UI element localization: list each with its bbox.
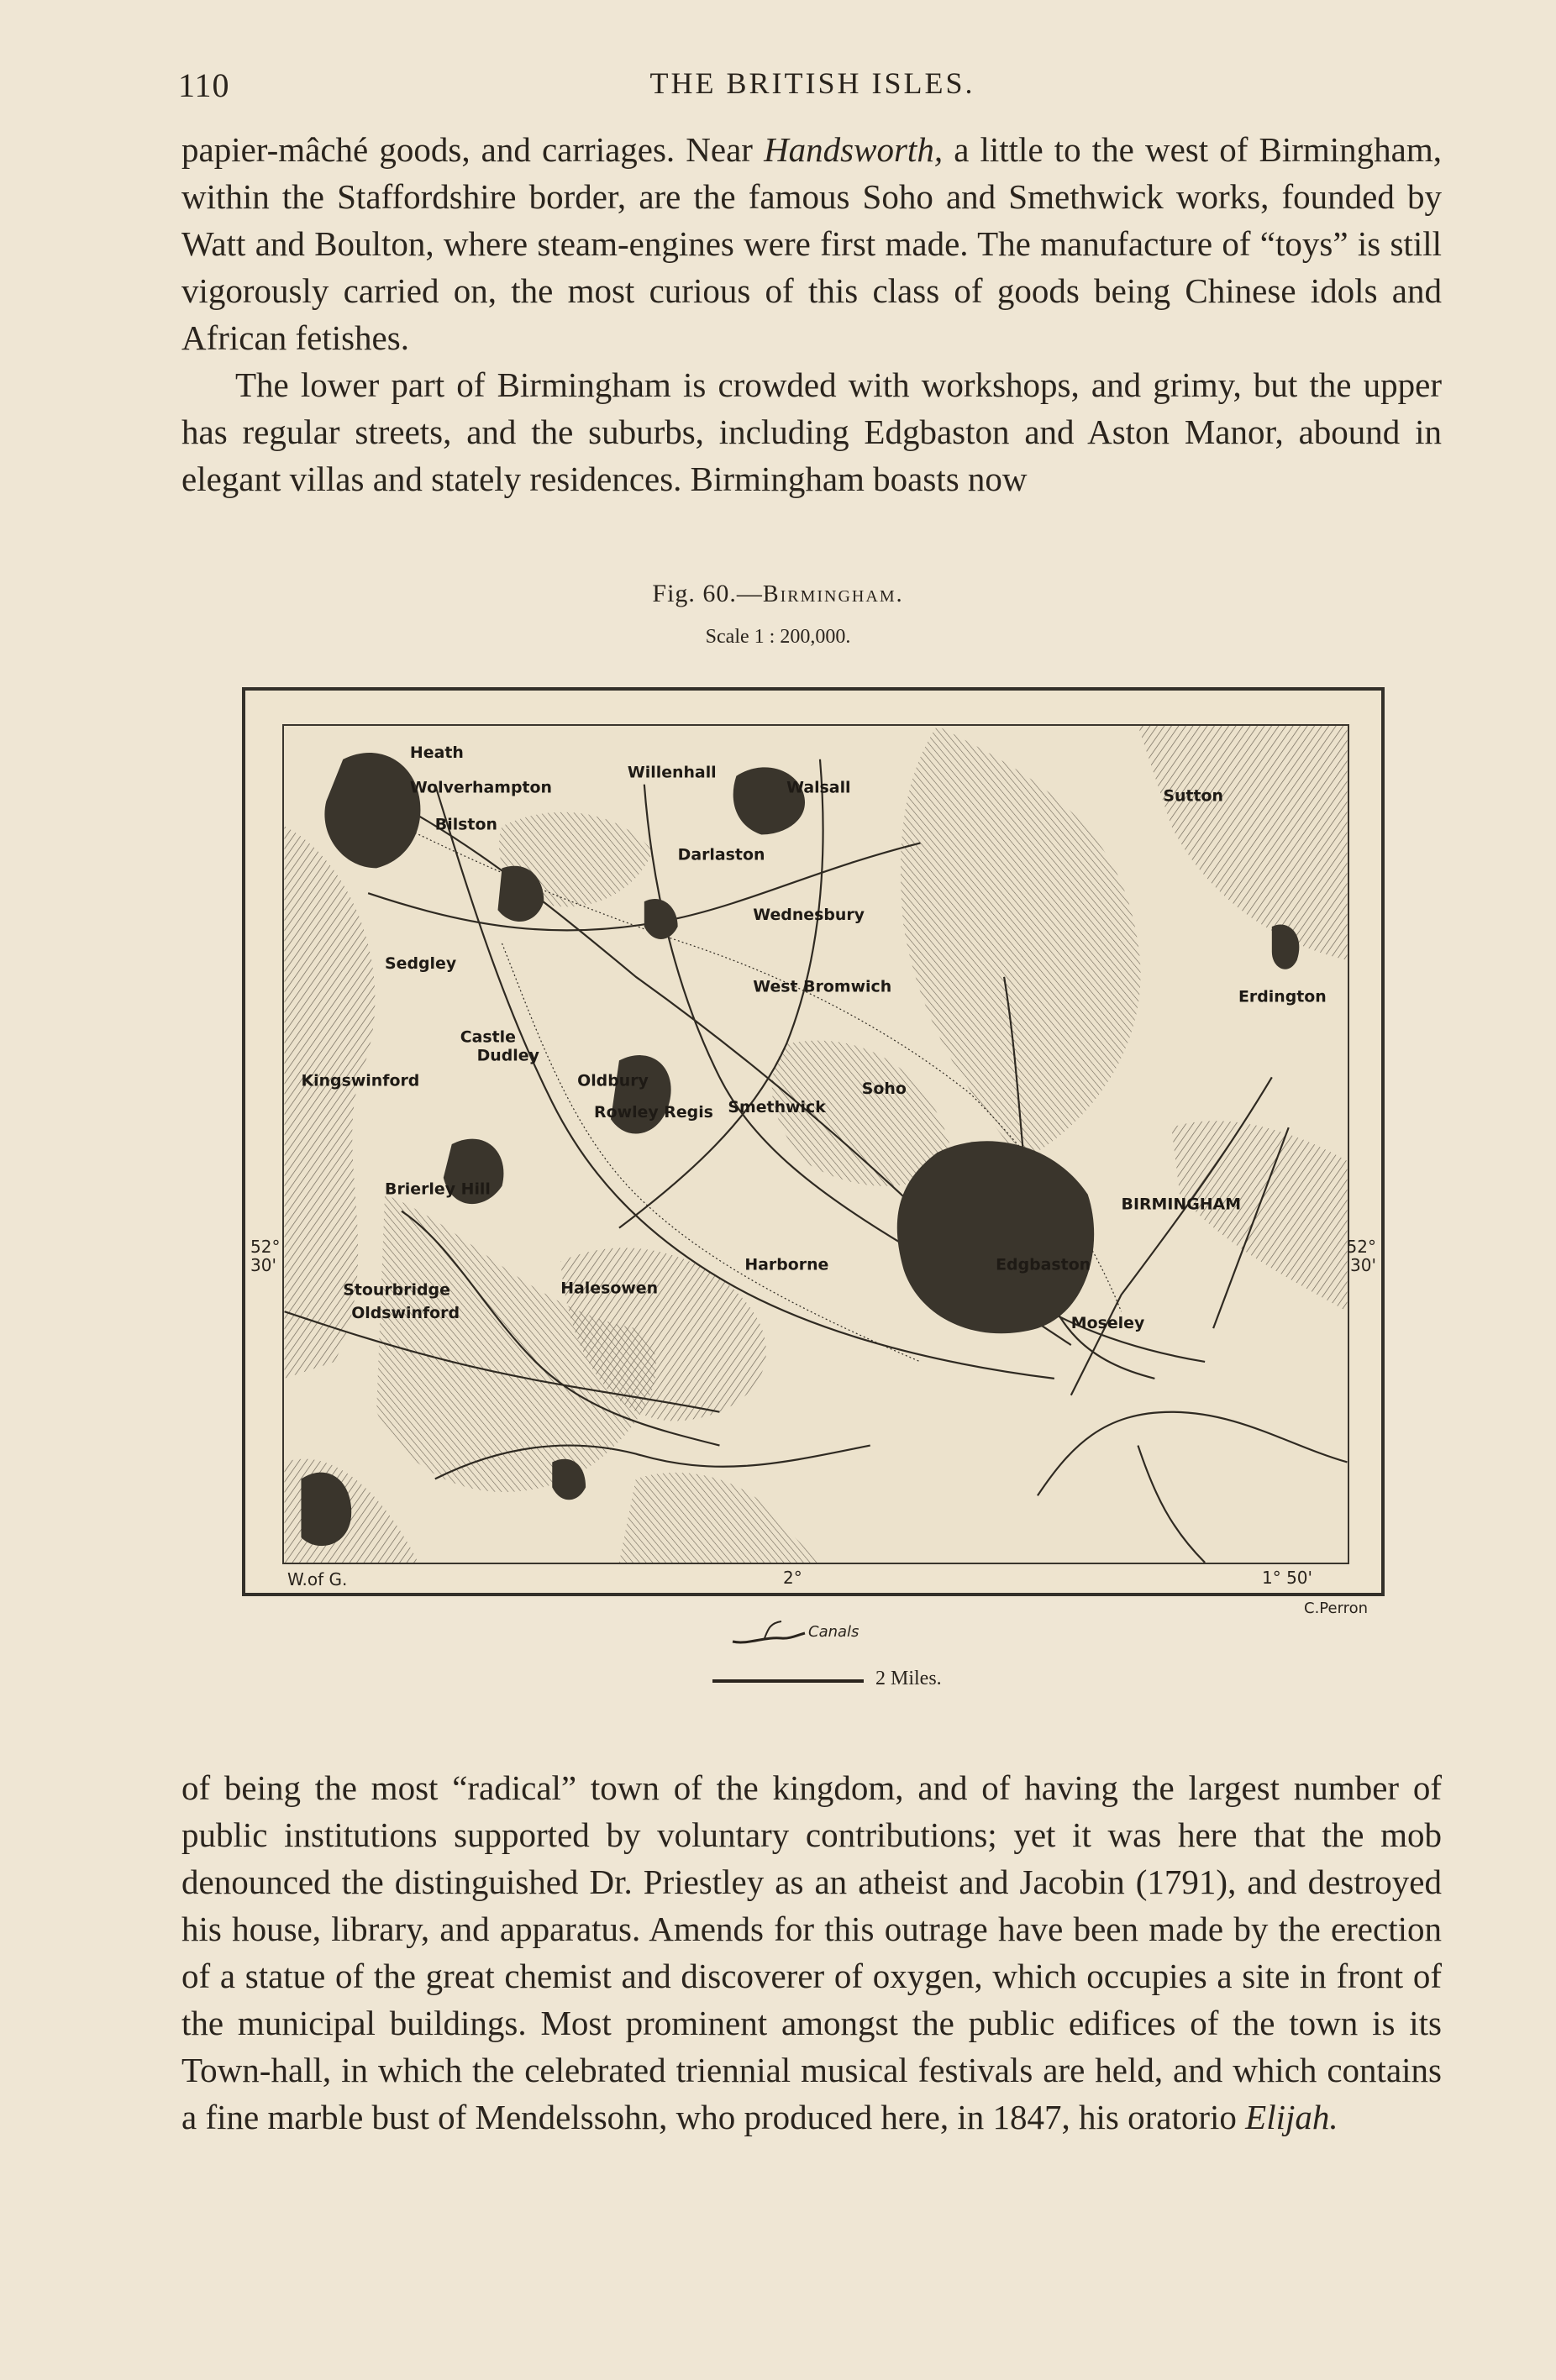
place-label: Dudley	[476, 1046, 539, 1065]
place-label: Moseley	[1070, 1314, 1145, 1333]
running-title: THE BRITISH ISLES.	[649, 66, 975, 100]
place-label: Stourbridge	[343, 1280, 450, 1300]
paragraph-2: The lower part of Birmingham is crowded with workshops, and grimy, but the upper has regular streets, and the suburbs, including Edgbaston and Aston Manor, abound in elegant villas and stately residences. Birmingham boasts now	[181, 365, 1442, 498]
place-label: Bilston	[434, 815, 497, 834]
running-head	[178, 66, 1447, 116]
place-label: Walsall	[786, 778, 851, 797]
place-label: Wednesbury	[753, 906, 865, 925]
paragraph-3-text: of being the most “radical” town of the kingdom, and of having the largest number of public institutions supported by voluntary contributions; yet it was here that the mob denounced the distinguished Dr. Priestley as an atheist and Jacobin (1791), and destroyed his house, library, and apparatus. Amends for this outrage have been made by the erection of a statue of the great chemist and discoverer of oxygen, which occupies a site in front of the municipal buildings. Most prominent amongst the public edifices of the town is its Town-hall, in which the celebrated triennial musical festivals are held, and which contains a fine marble bust of Mendelssohn, who produced here, in 1847, his oratorio	[181, 1768, 1442, 2136]
map-figure	[242, 687, 1385, 1596]
lat-left-min: 30'	[250, 1255, 276, 1275]
map-drawing	[284, 726, 1348, 1563]
place-label: Brierley Hill	[385, 1179, 491, 1199]
canal-legend-symbol	[731, 1616, 807, 1650]
paragraph-1-text-a: papier-mâché goods, and carriages. Near	[181, 130, 765, 169]
canal-legend	[731, 1613, 933, 1655]
page-number: 110	[178, 66, 230, 104]
place-label: Sedgley	[385, 954, 457, 973]
paragraph-3-italic: Elijah.	[1245, 2098, 1338, 2136]
lat-right-min: 30'	[1350, 1255, 1376, 1275]
place-label: Harborne	[744, 1255, 829, 1274]
longitude-1-50: 1° 50'	[1262, 1568, 1313, 1588]
figure-caption	[0, 580, 1556, 608]
lat-right-deg: 52°	[1346, 1237, 1376, 1257]
figure-number: Fig. 60.—	[652, 580, 763, 607]
place-label: Castle	[460, 1027, 516, 1047]
scale-bar-label: 2 Miles.	[875, 1668, 942, 1689]
place-label: Wolverhampton	[409, 778, 553, 797]
map-area	[282, 724, 1349, 1564]
place-label: Heath	[409, 743, 464, 762]
place-label: Oldswinford	[351, 1304, 460, 1323]
scale-bar-line	[712, 1679, 864, 1683]
place-label: BIRMINGHAM	[1121, 1195, 1242, 1214]
place-label: Willenhall	[627, 763, 717, 782]
figure-title: Birmingham.	[762, 581, 904, 607]
place-label: Kingswinford	[301, 1071, 420, 1090]
place-label: Halesowen	[560, 1279, 659, 1298]
place-label: Oldbury	[577, 1071, 649, 1090]
scale-bar	[712, 1668, 981, 1701]
paragraph-1-text-b: a little to the west of Birmingham, within the Staffordshire border, are the famous Soho and Smethwick works, founded by Watt and Boulton, where steam-engines were first made. The manufacture of “toys” is still vigorously carried on, the most curious of this class of goods being Chinese idols and African fetishes.	[181, 130, 1442, 357]
paragraph-1-italic: Handsworth,	[764, 130, 944, 169]
figure-scale: Scale 1 : 200,000.	[705, 626, 851, 648]
canal-legend-label: Canals	[808, 1623, 859, 1641]
place-label: Soho	[861, 1080, 907, 1099]
longitude-2-deg: 2°	[783, 1568, 802, 1588]
place-label: Rowley Regis	[594, 1103, 713, 1122]
place-label: Erdington	[1238, 987, 1327, 1006]
place-label: West Bromwich	[753, 977, 892, 996]
place-label: Darlaston	[677, 845, 765, 864]
paragraph-3	[181, 1764, 1442, 2141]
place-label: Edgbaston	[996, 1255, 1091, 1274]
engraver-signature: C.Perron	[1304, 1600, 1369, 1617]
place-label: Smethwick	[728, 1098, 826, 1117]
paragraph-1	[181, 126, 1442, 361]
place-label: Sutton	[1163, 786, 1223, 806]
longitude-reference: W.of G.	[287, 1569, 348, 1589]
lat-left-deg: 52°	[250, 1237, 281, 1257]
